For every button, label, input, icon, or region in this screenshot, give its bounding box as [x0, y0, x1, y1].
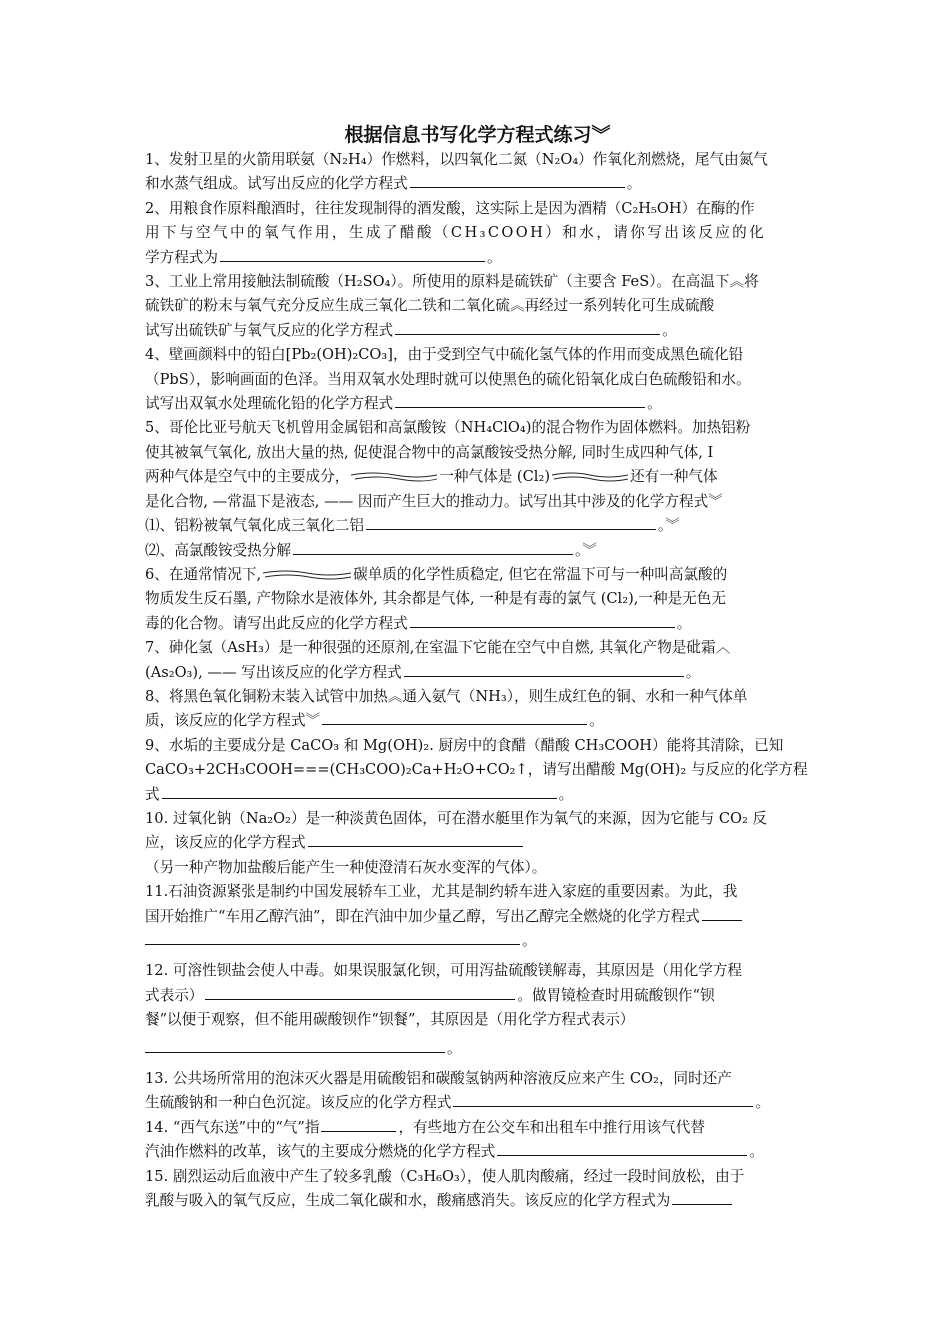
q5-sub-2-text: ⑵、高氯酸铵受热分解	[145, 541, 291, 559]
q12-answer-blank-1[interactable]	[205, 984, 515, 1000]
q2-text-line-3: 学方程式为	[145, 248, 218, 266]
q13-text-line-1: 13. 公共场所常用的泡沫灭火器是用硫酸铝和碳酸氢钠两种溶液反应来产生 CO₂，同时还产	[145, 1070, 732, 1088]
q13-answer-blank[interactable]	[453, 1091, 753, 1107]
q5-text-line-2: 使其被氧气氧化, 放出大量的热, 促使混合物中的高氯酸铵受热分解, 同时生成四种气体, I	[145, 443, 714, 461]
q6-answer-blank[interactable]	[410, 612, 675, 628]
q2-text-line-1: 2、用粮食作原料酿酒时，往往发现制得的酒发酸，这实际上是因为酒精（C₂H₅OH）在酶的作	[145, 199, 755, 217]
q5-text-line-1: 5、哥伦比亚号航天飞机曾用金属铝和高氯酸铵（NH₄ClO₄)的混合物作为固体燃料。加热铝粉	[145, 419, 751, 437]
q14-text-line-1b: ，有些地方在公交车和出租车中推行用该气代替	[398, 1118, 705, 1136]
question-9	[145, 734, 810, 807]
q1-end-mark: 。	[626, 175, 642, 193]
q11-answer-blank-start[interactable]	[702, 905, 742, 921]
q12-text-line-2b: 。做胃镜检查时用硫酸钡作“钡	[517, 986, 715, 1004]
q10-text-line-2: 应，该反应的化学方程式	[145, 834, 306, 852]
q13-end-mark: 。	[755, 1094, 771, 1112]
question-7	[145, 636, 810, 685]
q3-text-line-1: 3、工业上常用接触法制硫酸（H₂SO₄）。所使用的原料是硫铁矿（主要含 FeS）。在高温下︽将	[145, 273, 759, 291]
q11-end-mark: 。	[522, 932, 537, 949]
q10-text-line-1: 10. 过氧化钠（Na₂O₂）是一种淡黄色固体，可在潜水艇里作为氧气的来源，因为它能与 CO₂ 反	[145, 809, 768, 827]
wave-mark-2	[550, 470, 630, 484]
q12-answer-blank-2[interactable]	[145, 1037, 445, 1053]
q5-text-line-3: 两种气体是空气中的主要成分，	[145, 468, 350, 486]
question-13	[145, 1067, 810, 1116]
question-10	[145, 807, 810, 880]
q13-text-line-2: 生硫酸钠和一种白色沉淀。该反应的化学方程式	[145, 1094, 452, 1112]
wave-mark-1	[349, 470, 439, 484]
q7-text-line-1: 7、砷化氢（AsH₃）是一种很强的还原剂,在室温下它能在空气中自燃, 其氧化产物是砒霜︿	[145, 639, 731, 657]
q14-end-mark: 。	[749, 1143, 764, 1161]
question-11	[145, 880, 810, 953]
q10-text-line-3: （另一种产物加盐酸后能产生一种使澄清石灰水变浑的气体）。	[145, 858, 547, 876]
q4-text-line-3: 试写出双氧水处理硫化铅的化学方程式	[145, 395, 394, 413]
q6-end-mark: 。	[676, 614, 692, 632]
question-12	[145, 959, 810, 1061]
q12-text-line-3: 餐”以便于观察，但不能用碳酸钡作“钡餐”，其原因是（用化学方程式表示）	[145, 1011, 635, 1029]
q8-text-line-2: 质，该反应的化学方程式︾	[145, 712, 321, 730]
q6-text-line-1: 6、在通常情况下,	[145, 565, 262, 583]
q14-text-line-1: 14. “西气东送”中的“气”指	[145, 1118, 320, 1136]
q8-answer-blank[interactable]	[322, 709, 587, 725]
q5-sub-1-answer-blank[interactable]	[366, 514, 656, 530]
question-6	[145, 563, 810, 636]
q9-text-line-3: 式	[145, 785, 160, 803]
q1-answer-blank[interactable]	[410, 172, 625, 188]
q5-sub-2-answer-blank[interactable]	[293, 539, 573, 555]
q3-text-line-2: 硫铁矿的粉末与氧气充分反应生成三氧化二铁和二氧化硫︽再经过一系列转化可生成硫酸	[145, 297, 715, 315]
q5-text-line-3c: 还有一种气体	[630, 468, 718, 486]
q12-end-mark: 。	[447, 1039, 462, 1057]
q6-text-line-2: 物质发生反石墨, 产物除水是液体外, 其余都是气体, 一种是有毒的氯气 (Cl₂),一种是无色无	[145, 590, 726, 608]
q15-text-line-2: 乳酸与吸入的氧气反应，生成二氧化碳和水，酸痛感消失。该反应的化学方程式为	[145, 1192, 671, 1210]
q14-text-line-2: 汽油作燃料的改革，该气的主要成分燃烧的化学方程式	[145, 1143, 496, 1161]
q4-end-mark: 。	[647, 395, 662, 413]
q7-end-mark: 。	[685, 663, 701, 681]
question-14	[145, 1116, 810, 1165]
q2-text-line-2: 用下与空气中的氧气作用，生成了醋酸（CH₃COOH）和水，请你写出该反应的化	[145, 224, 767, 242]
q4-text-line-2: （PbS），影响画面的色泽。当用双氧水处理时就可以使黑色的硫化铅氧化成白色硫酸铅和水。	[145, 370, 751, 388]
q3-answer-blank[interactable]	[395, 319, 660, 335]
q11-text-line-2: 国开始推广“车用乙醇汽油”，即在汽油中加少量乙醇，写出乙醇完全燃烧的化学方程式	[145, 907, 700, 925]
q4-answer-blank[interactable]	[395, 392, 645, 408]
worksheet-title: 根据信息书写化学方程式练习︾	[344, 124, 611, 146]
q12-text-line-2: 式表示）	[145, 986, 204, 1004]
q15-answer-blank[interactable]	[672, 1189, 732, 1205]
q14-answer-blank-1[interactable]	[321, 1116, 396, 1132]
q9-text-line-2: CaCO₃+2CH₃COOH===(CH₃COO)₂Ca+H₂O+CO₂↑，请写出醋酸 Mg(OH)₂ 与反应的化学方程	[145, 761, 808, 779]
question-5	[145, 416, 810, 562]
worksheet	[145, 122, 810, 1213]
q9-text-line-1: 9、水垢的主要成分是 CaCO₃ 和 Mg(OH)₂. 厨房中的食醋（醋酸 CH₃COOH）能将其清除，已知	[145, 736, 784, 754]
q7-text-line-2: (As₂O₃), —— 写出该反应的化学方程式	[145, 663, 402, 681]
question-3	[145, 270, 810, 343]
question-4	[145, 343, 810, 416]
q10-answer-blank[interactable]	[308, 831, 523, 847]
q2-answer-blank[interactable]	[220, 246, 485, 262]
q6-text-line-3: 毒的化合物。请写出此反应的化学方程式	[145, 614, 408, 632]
q5-text-line-4: 是化合物, —常温下是液态, —— 因而产生巨大的推动力。试写出其中涉及的化学方程式︾	[145, 492, 723, 510]
q12-text-line-1: 12. 可溶性钡盐会使人中毒。如果误服氯化钡，可用泻盐硫酸镁解毒，其原因是（用化学方程	[145, 962, 743, 980]
q11-answer-blank[interactable]	[145, 929, 520, 945]
q15-text-line-1: 15. 剧烈运动后血液中产生了较多乳酸（C₃H₆O₃），使人肌肉酸痛，经过一段时间放松，由于	[145, 1167, 745, 1185]
q2-end-mark: 。	[486, 248, 502, 266]
question-2	[145, 197, 810, 270]
q5-text-line-3b: 一种气体是 (Cl₂)	[439, 468, 551, 486]
q5-sub-2-end-mark: 。︾	[574, 541, 597, 559]
question-1	[145, 148, 810, 197]
q7-answer-blank[interactable]	[404, 661, 684, 677]
question-15	[145, 1165, 810, 1214]
q14-answer-blank-2[interactable]	[497, 1140, 747, 1156]
question-8	[145, 685, 810, 734]
wave-mark-3	[261, 568, 353, 582]
q8-end-mark: 。	[589, 712, 604, 730]
q4-text-line-1: 4、壁画颜料中的铅白[Pb₂(OH)₂CO₃]，由于受到空气中硫化氢气体的作用而变成黑色硫化铅	[145, 346, 744, 364]
q11-text-line-1: 11.石油资源紧张是制约中国发展轿车工业，尤其是制约轿车进入家庭的重要因素。为此，我	[145, 883, 738, 901]
q3-end-mark: 。	[662, 321, 677, 339]
q9-end-mark: 。	[558, 785, 574, 803]
q5-sub-1-end-mark: 。︾	[657, 517, 680, 535]
q1-text-line-1: 1、发射卫星的火箭用联氨（N₂H₄）作燃料，以四氧化二氮（N₂O₄）作氧化剂燃烧，尾气由氮气	[145, 151, 768, 168]
q1-text-line-2: 和水蒸气组成。试写出反应的化学方程式	[145, 175, 408, 193]
q5-sub-1-text: ⑴、铝粉被氧气氧化成三氧化二铝	[145, 517, 364, 535]
q9-answer-blank[interactable]	[162, 783, 557, 799]
q3-text-line-3: 试写出硫铁矿与氧气反应的化学方程式	[145, 321, 394, 339]
q6-text-line-1b: 碳单质的化学性质稳定, 但它在常温下可与一种叫高氯酸的	[353, 565, 728, 583]
q8-text-line-1: 8、将黑色氧化铜粉末装入试管中加热︽通入氨气（NH₃），则生成红色的铜、水和一种气体单	[145, 687, 748, 705]
